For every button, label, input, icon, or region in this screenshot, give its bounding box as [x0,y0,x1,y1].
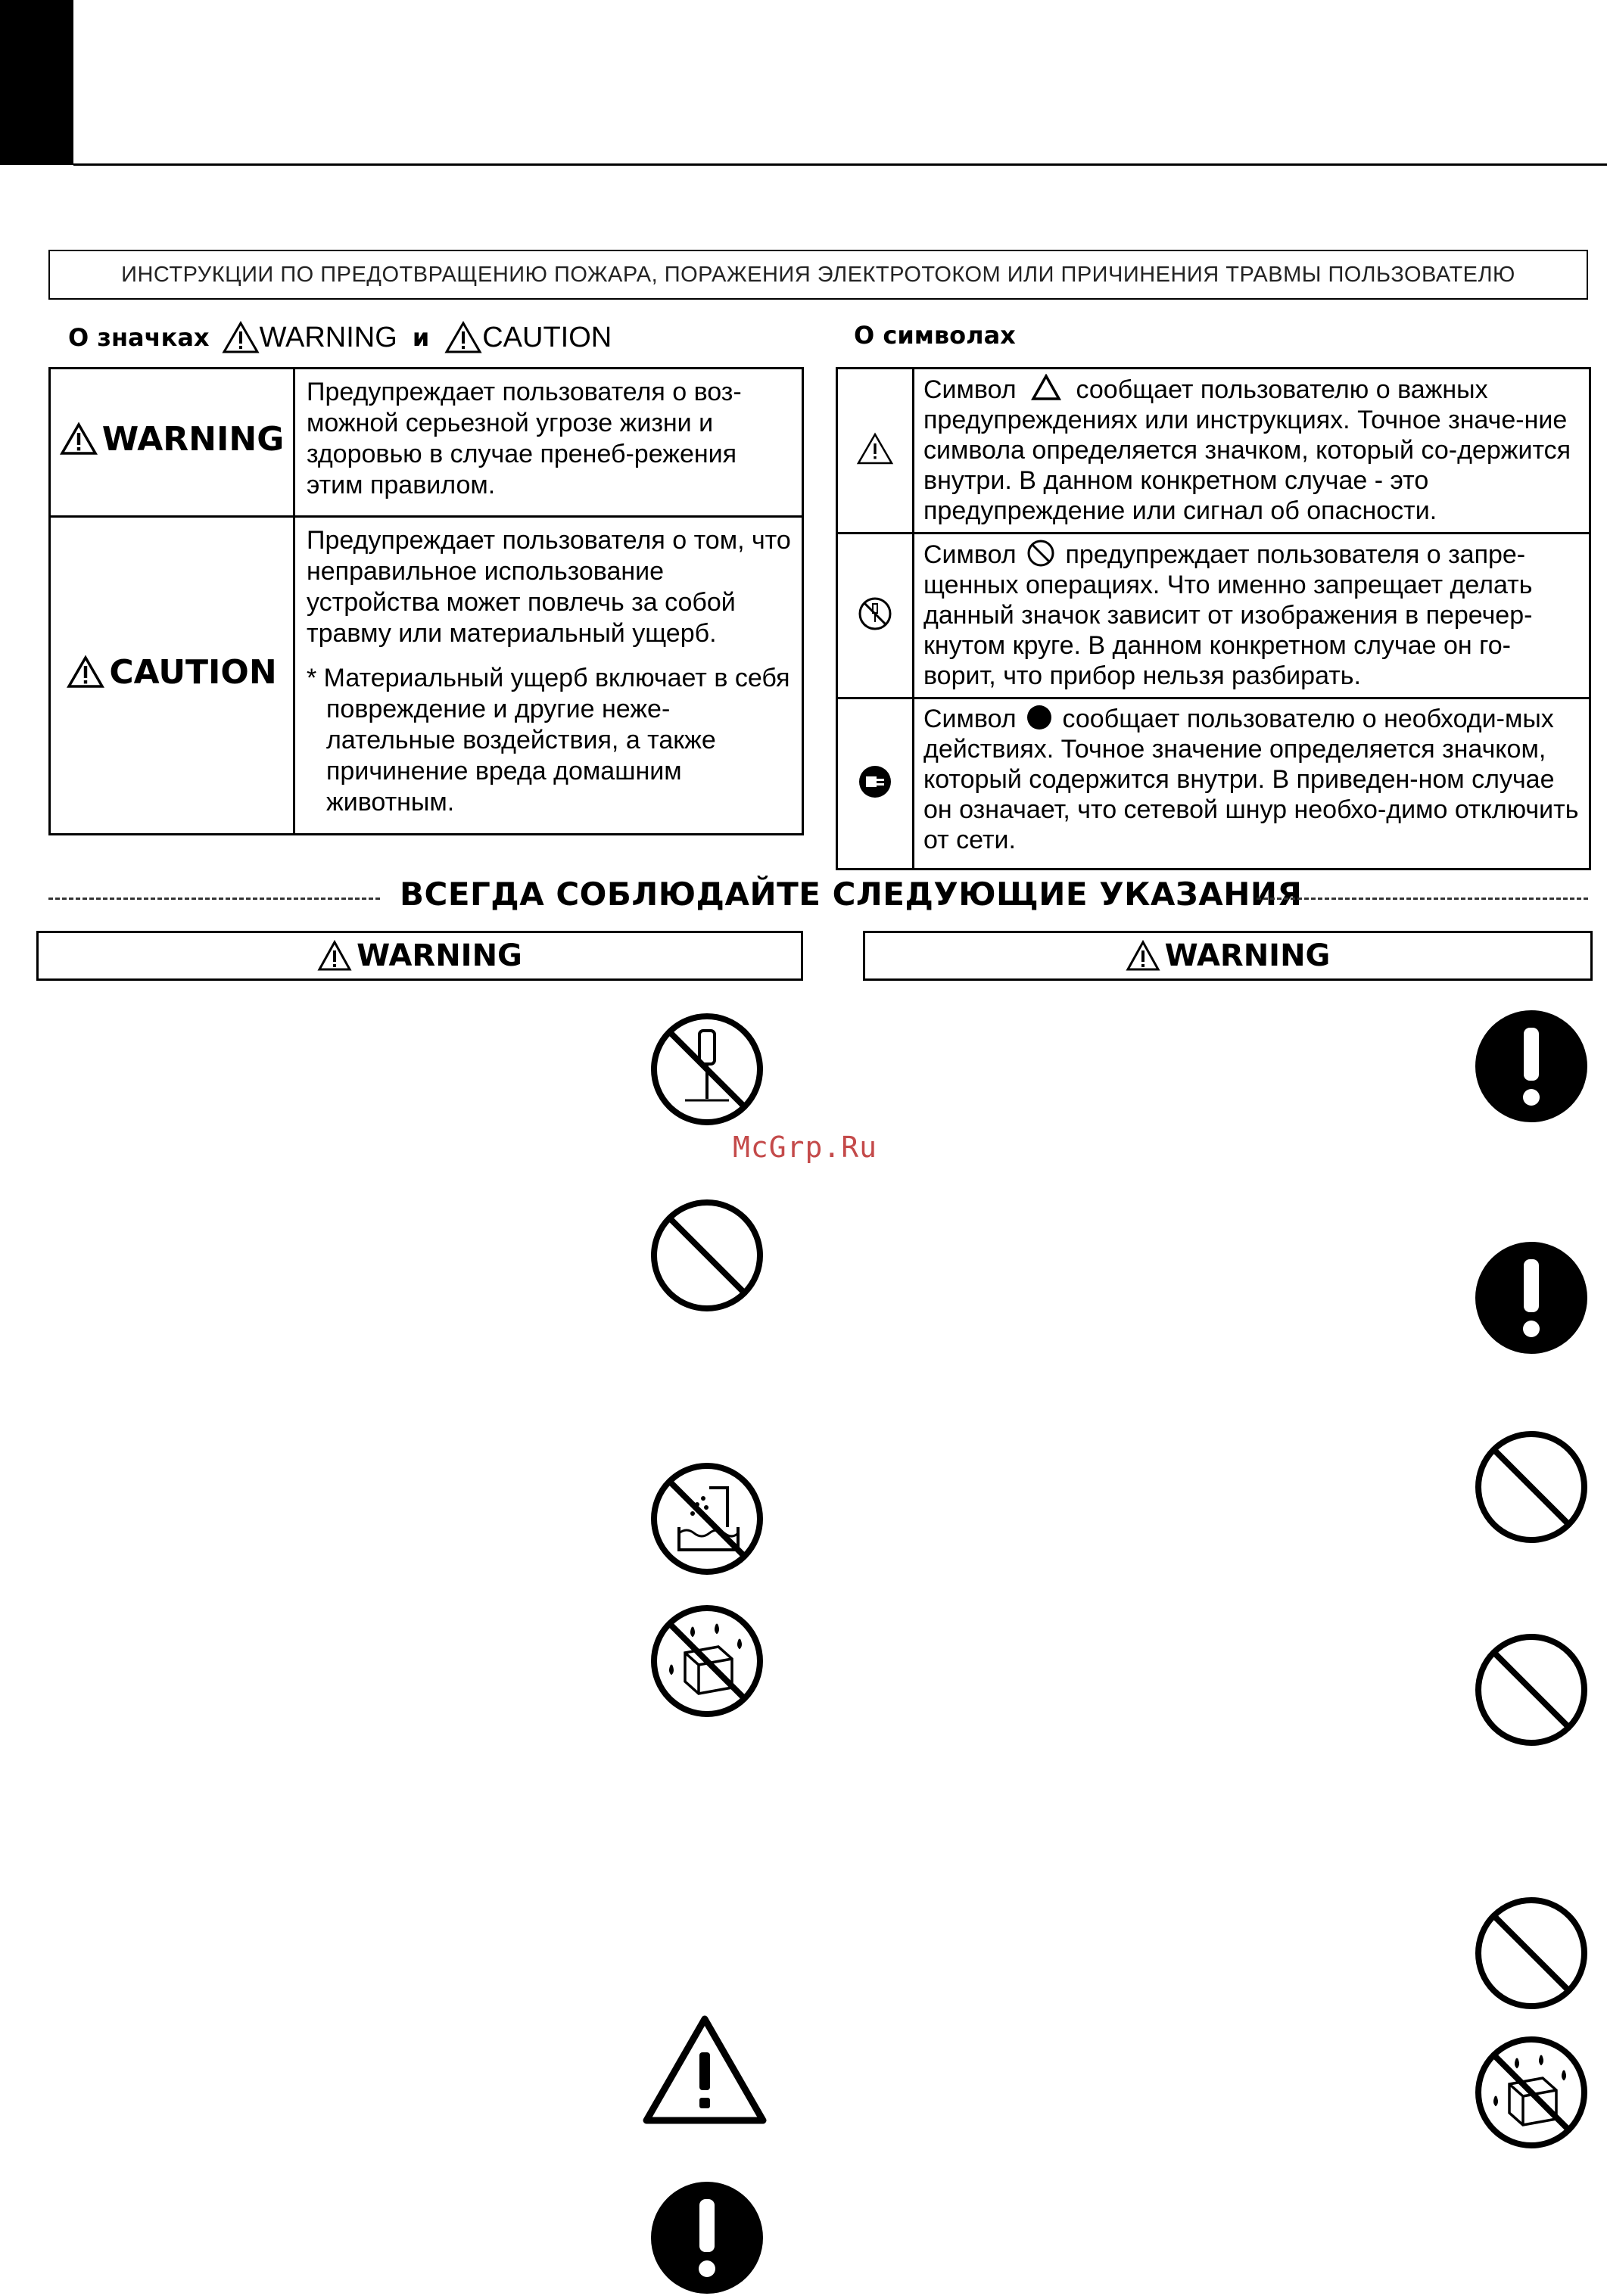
symbols-row-prohibited [837,534,1590,698]
always-heading: ВСЕГДА СОБЛЮДАЙТЕ СЛЕДУЮЩИЕ УКАЗАНИЯ [400,876,1303,913]
caution-label-cell: CAUTION [50,517,294,835]
prohibited-icon [1473,1429,1590,1545]
symbol-cell-triangle [837,369,914,534]
icons-legend-table [48,367,804,835]
caution-triangle-large-icon [640,2013,769,2126]
prohibited-icon [649,1197,765,1314]
warning-description: Предупреждает пользователя о воз-можной серьезной угрозе жизни и здоровью в случае пренеб-режения этим правилом. [294,369,803,517]
dashed-rule-left [48,898,380,900]
no-disassembly-icon [649,1011,765,1128]
filled-circle-icon [1026,705,1052,730]
symbols-row-mandatory [837,698,1590,870]
icons-row-caution [50,517,803,835]
page-title [48,250,1588,300]
symbols-section-heading: О символах [854,321,1016,350]
caution-triangle-icon [67,655,104,689]
caution-note: * Материальный ущерб включает в себя повреждение и другие неже-лательные воздействия, а также причинение вреда домашним животным. [307,664,790,817]
symbols-legend-table [836,367,1591,870]
symbol-description-mandatory: Символ сообщает пользователю о необходи-мых действиях. Точное значение определяется значком, который содержится внутри. В приведен-ном случае он означает, что сетевой шнур необхо-димо отключить от сети. [914,698,1590,870]
page-title-text: ИНСТРУКЦИИ ПО ПРЕДОТВРАЩЕНИЮ ПОЖАРА, ПОРАЖЕНИЯ ЭЛЕКТРОТОКОМ ИЛИ ПРИЧИНЕНИЯ ТРАВМЫ ПОЛЬЗОВАТЕЛЮ [121,262,1515,287]
caution-description: Предупреждает пользователя о том, что неправильное использование устройства может повлечь за собой травму или материальный ущерб. * Материальный ущерб включает в себя повреждение и другие неже-лательные воздействия, а также причинение вреда домашним животным. [294,517,803,835]
warning-label-cell: WARNING [50,369,294,517]
symbol-cell-mandatory [837,698,914,870]
dashed-rule-right [1257,898,1588,900]
prohibited-icon [1473,1895,1590,2011]
symbol-description-triangle: Символ сообщает пользователю о важных предупреждениях или инструкциях. Точное значе-ние символа определяется значком, который со-держится внутри. В данном конкретном случае - это предупреждение или сигнал об опасности. [914,369,1590,534]
warning-triangle-icon [317,940,352,972]
mandatory-action-icon [649,2179,765,2296]
icons-section-heading: О значках WARNING и CAUTION [68,321,612,353]
symbol-cell-prohibited [837,534,914,698]
no-moisture-icon [1473,2034,1590,2151]
left-warning-bar: WARNING [36,931,803,981]
mandatory-action-icon [1473,1008,1590,1125]
prohibited-icon [1473,1632,1590,1748]
warning-triangle-icon [222,321,260,354]
caution-triangle-icon [444,321,482,354]
header-rule [73,163,1607,166]
icons-row-warning [50,369,803,517]
prohibited-circle-icon [1026,539,1055,568]
outline-triangle-icon [1031,374,1061,401]
right-warning-bar: WARNING [863,931,1593,981]
symbol-description-prohibited: Символ предупреждает пользователя о запре-щенных операциях. Что именно запрещает делать данный значок зависит от изображения в перечер-кнутом круге. В данном конкретном случае он го-ворит, что прибор нельзя разбирать. [914,534,1590,698]
watermark: McGrp.Ru [733,1131,878,1164]
symbols-row-triangle [837,369,1590,534]
no-water-bath-icon [649,1461,765,1577]
warning-triangle-icon [856,431,894,466]
mandatory-action-icon [1473,1240,1590,1356]
warning-triangle-icon [1126,940,1160,972]
prohibited-disassembly-icon [858,596,892,631]
no-moisture-icon [649,1603,765,1719]
warning-triangle-icon [60,422,98,456]
page-corner-tab [0,0,73,165]
unplug-icon [858,764,892,799]
